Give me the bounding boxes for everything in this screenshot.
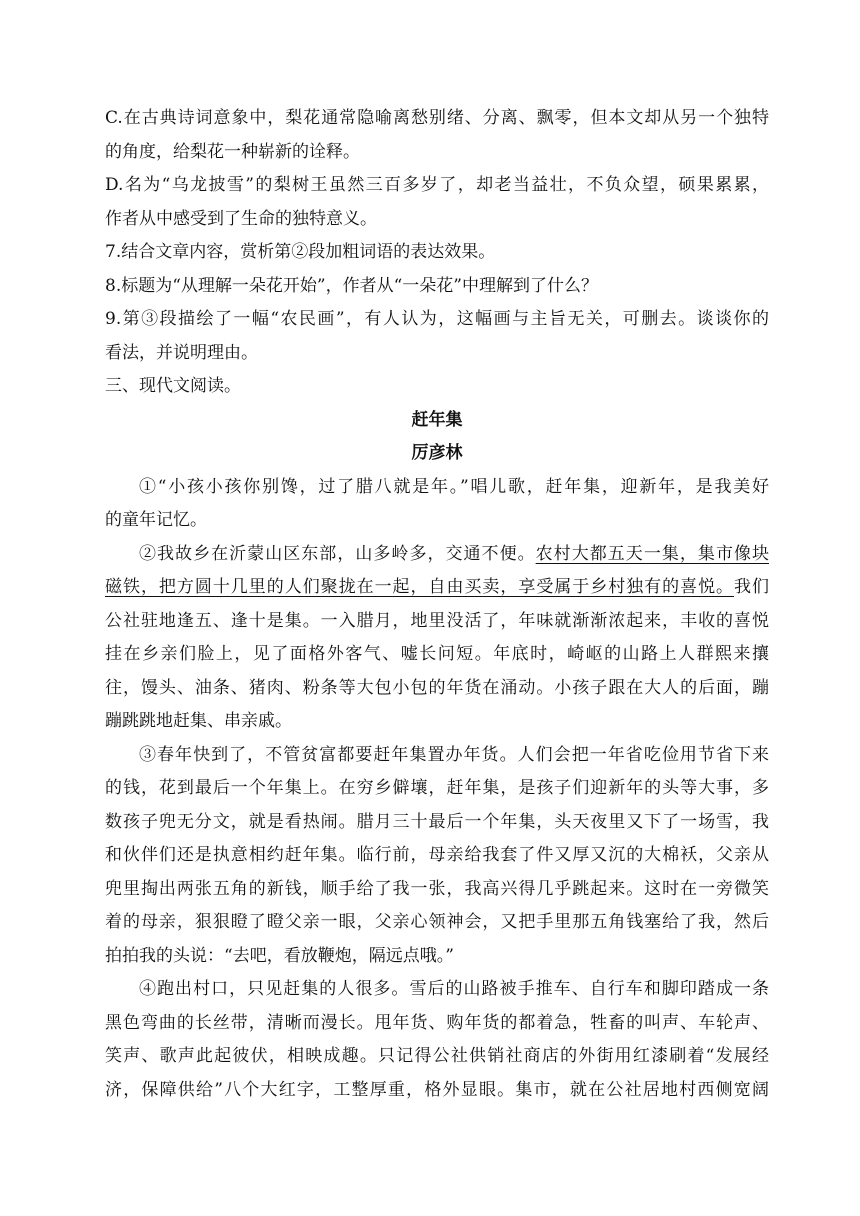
section-heading: 三、现代文阅读。 xyxy=(105,376,241,396)
paragraph-3-line-1: ③春年快到了，不管贫富都要赶年集置办年货。人们会把一年省吃俭用节省下来 xyxy=(139,744,769,765)
paragraph-2-underlined-start: 农村大都五天一集，集市像块 xyxy=(535,543,770,564)
paragraph-3-line-2: 的钱，花到最后一个年集上。在穷乡僻壤，赶年集，是孩子们迎新年的头等大事，多 xyxy=(105,778,769,798)
option-c-line-1: C.在古典诗词意象中，梨花通常隐喻离愁别绪、分离、飘零，但本文却从另一个独特 xyxy=(105,108,769,128)
option-c-line-2: 的角度，给梨花一种崭新的诠释。 xyxy=(105,141,360,162)
paragraph-3-line-6: 着的母亲，狠狠瞪了瞪父亲一眼，父亲心领神会，又把手里那五角钱塞给了我，然后 xyxy=(105,912,769,932)
paragraph-3-line-3: 数孩子兜无分文，就是看热闹。腊月三十最后一个年集，头天夜里又下了一场雪，我 xyxy=(105,811,769,832)
paragraph-3-line-5: 兜里掏出两张五角的新钱，顺手给了我一张，我高兴得几乎跳起来。这时在一旁微笑 xyxy=(105,878,769,899)
paragraph-2-line-4: 挂在乡亲们脸上，见了面格外客气、嘘长问短。年底时，崎岖的山路上人群熙来攘 xyxy=(105,644,769,664)
paragraph-1-line-1: ①“小孩小孩你别馋，过了腊八就是年。”唱儿歌，赶年集，迎新年，是我美好 xyxy=(139,476,769,497)
paragraph-1-line-2: 的童年记忆。 xyxy=(105,510,207,530)
document-content xyxy=(105,102,769,1107)
paragraph-2-line-3: 公社驻地逢五、逢十是集。一入腊月，地里没活了，年味就渐渐浓起来，丰收的喜悦 xyxy=(105,610,769,631)
question-7: 7.结合文章内容，赏析第②段加粗词语的表达效果。 xyxy=(105,242,496,262)
paragraph-4-line-1: ④跑出村口，只见赶集的人很多。雪后的山路被手推车、自行车和脚印踏成一条 xyxy=(139,979,769,999)
paragraph-2-plain-continue: 我们 xyxy=(734,577,770,597)
question-9-line-2: 看法，并说明理由。 xyxy=(105,342,258,363)
option-d-line-2: 作者从中感受到了生命的独特意义。 xyxy=(105,208,377,229)
article-title: 赶年集 xyxy=(411,409,463,430)
paragraph-4-line-4: 济，保障供给”八个大红字，工整厚重，格外显眼。集市，就在公社居地村西侧宽阔 xyxy=(105,1079,769,1100)
article-author: 厉彦林 xyxy=(411,443,463,463)
option-d-line-1: D.名为“乌龙披雪”的梨树王虽然三百多岁了，却老当益壮，不负众望，硕果累累， xyxy=(105,175,769,195)
paragraph-3-line-7: 拍拍我的头说：“去吧，看放鞭炮，隔远点哦。” xyxy=(105,945,454,966)
paragraph-3-line-4: 和伙伴们还是执意相约赶年集。临行前，母亲给我套了件又厚又沉的大棉袄，父亲从 xyxy=(105,845,769,865)
paragraph-4-line-3: 笑声、歌声此起彼伏，相映成趣。只记得公社供销社商店的外街用红漆刷着“发展经 xyxy=(105,1046,769,1066)
question-8: 8.标题为“从理解一朵花开始”，作者从“一朵花”中理解到了什么？ xyxy=(105,275,598,296)
paragraph-2-underlined-end: 磁铁，把方圆十几里的人们聚拢在一起，自由买卖，享受属于乡村独有的喜悦。 xyxy=(105,577,735,597)
paragraph-2-plain-start: ②我故乡在沂蒙山区东部，山多岭多，交通不便。 xyxy=(139,543,536,564)
question-9-line-1: 9.第③段描绘了一幅“农民画”，有人认为，这幅画与主旨无关，可删去。谈谈你的 xyxy=(105,309,769,329)
paragraph-2-line-5: 往，馒头、油条、猪肉、粉条等大包小包的年货在涌动。小孩子跟在大人的后面，蹦 xyxy=(105,677,769,698)
paragraph-4-line-2: 黑色弯曲的长丝带，清晰而漫长。甩年货、购年货的都着急，牲畜的叫声、车轮声、 xyxy=(105,1012,769,1033)
paragraph-2-line-1 xyxy=(105,538,769,572)
paragraph-2-line-2 xyxy=(105,571,769,605)
paragraph-2-line-6: 蹦跳跳地赶集、串亲戚。 xyxy=(105,711,292,731)
